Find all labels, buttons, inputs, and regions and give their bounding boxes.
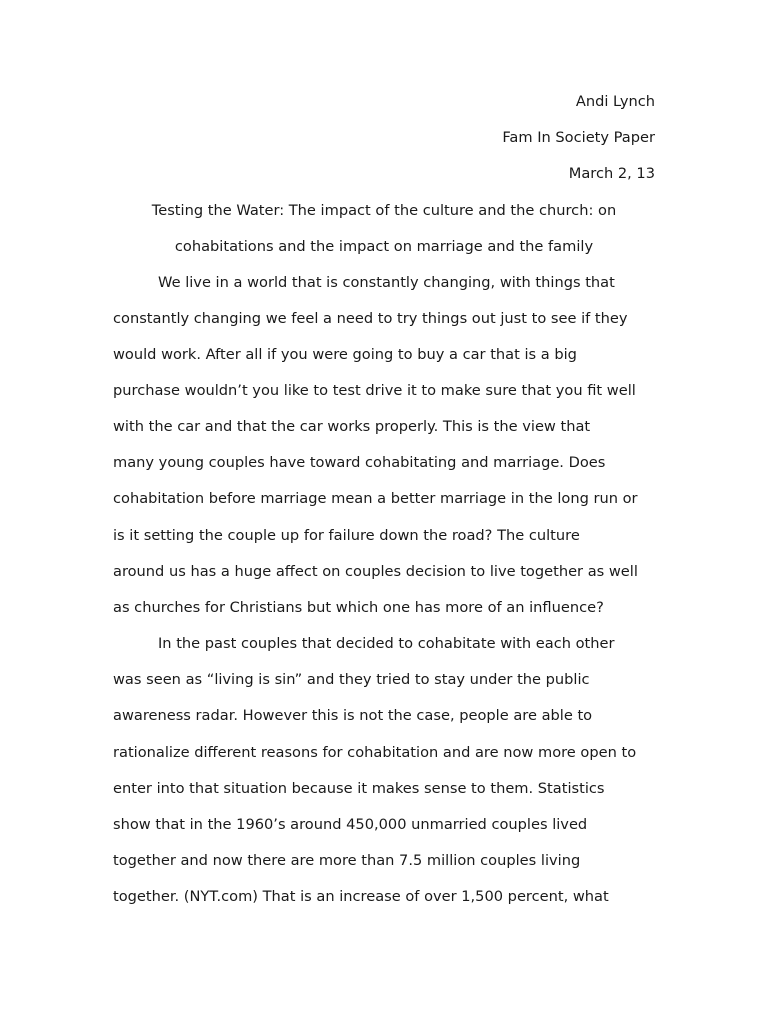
body-line: was seen as “living is sin” and they tried to stay under the public — [113, 671, 590, 688]
course-name: Fam In Society Paper — [502, 129, 655, 146]
body-line: would work. After all if you were going to buy a car that is a big — [113, 346, 577, 363]
body-line: show that in the 1960’s around 450,000 unmarried couples lived — [113, 816, 588, 833]
body-line: rationalize different reasons for cohabitation and are now more open to — [113, 744, 637, 761]
author-name: Andi Lynch — [575, 93, 655, 110]
paper-title-line-1: Testing the Water: The impact of the culture and the church: on — [151, 202, 617, 219]
body-line: together. (NYT.com) That is an increase of over 1,500 percent, what — [113, 888, 609, 905]
body-line: as churches for Christians but which one has more of an influence? — [113, 599, 604, 616]
body-line: enter into that situation because it makes sense to them. Statistics — [113, 780, 605, 797]
body-line: together and now there are more than 7.5 million couples living — [113, 852, 581, 869]
body-line: with the car and that the car works properly. This is the view that — [113, 418, 591, 435]
body-line: cohabitation before marriage mean a better marriage in the long run or — [113, 490, 638, 507]
body-line: In the past couples that decided to cohabitate with each other — [158, 635, 615, 652]
body-line: awareness radar. However this is not the case, people are able to — [113, 707, 593, 724]
body-line: We live in a world that is constantly changing, with things that — [158, 274, 615, 291]
paper-date: March 2, 13 — [568, 165, 655, 182]
body-line: purchase wouldn’t you like to test drive it to make sure that you fit well — [113, 382, 636, 399]
body-line: around us has a huge affect on couples decision to live together as well — [113, 563, 638, 580]
body-line: is it setting the couple up for failure down the road? The culture — [113, 527, 580, 544]
paper-title-line-2: cohabitations and the impact on marriage and the family — [174, 238, 594, 255]
body-line: many young couples have toward cohabitating and marriage. Does — [113, 454, 606, 471]
body-line: constantly changing we feel a need to try things out just to see if they — [113, 310, 628, 327]
